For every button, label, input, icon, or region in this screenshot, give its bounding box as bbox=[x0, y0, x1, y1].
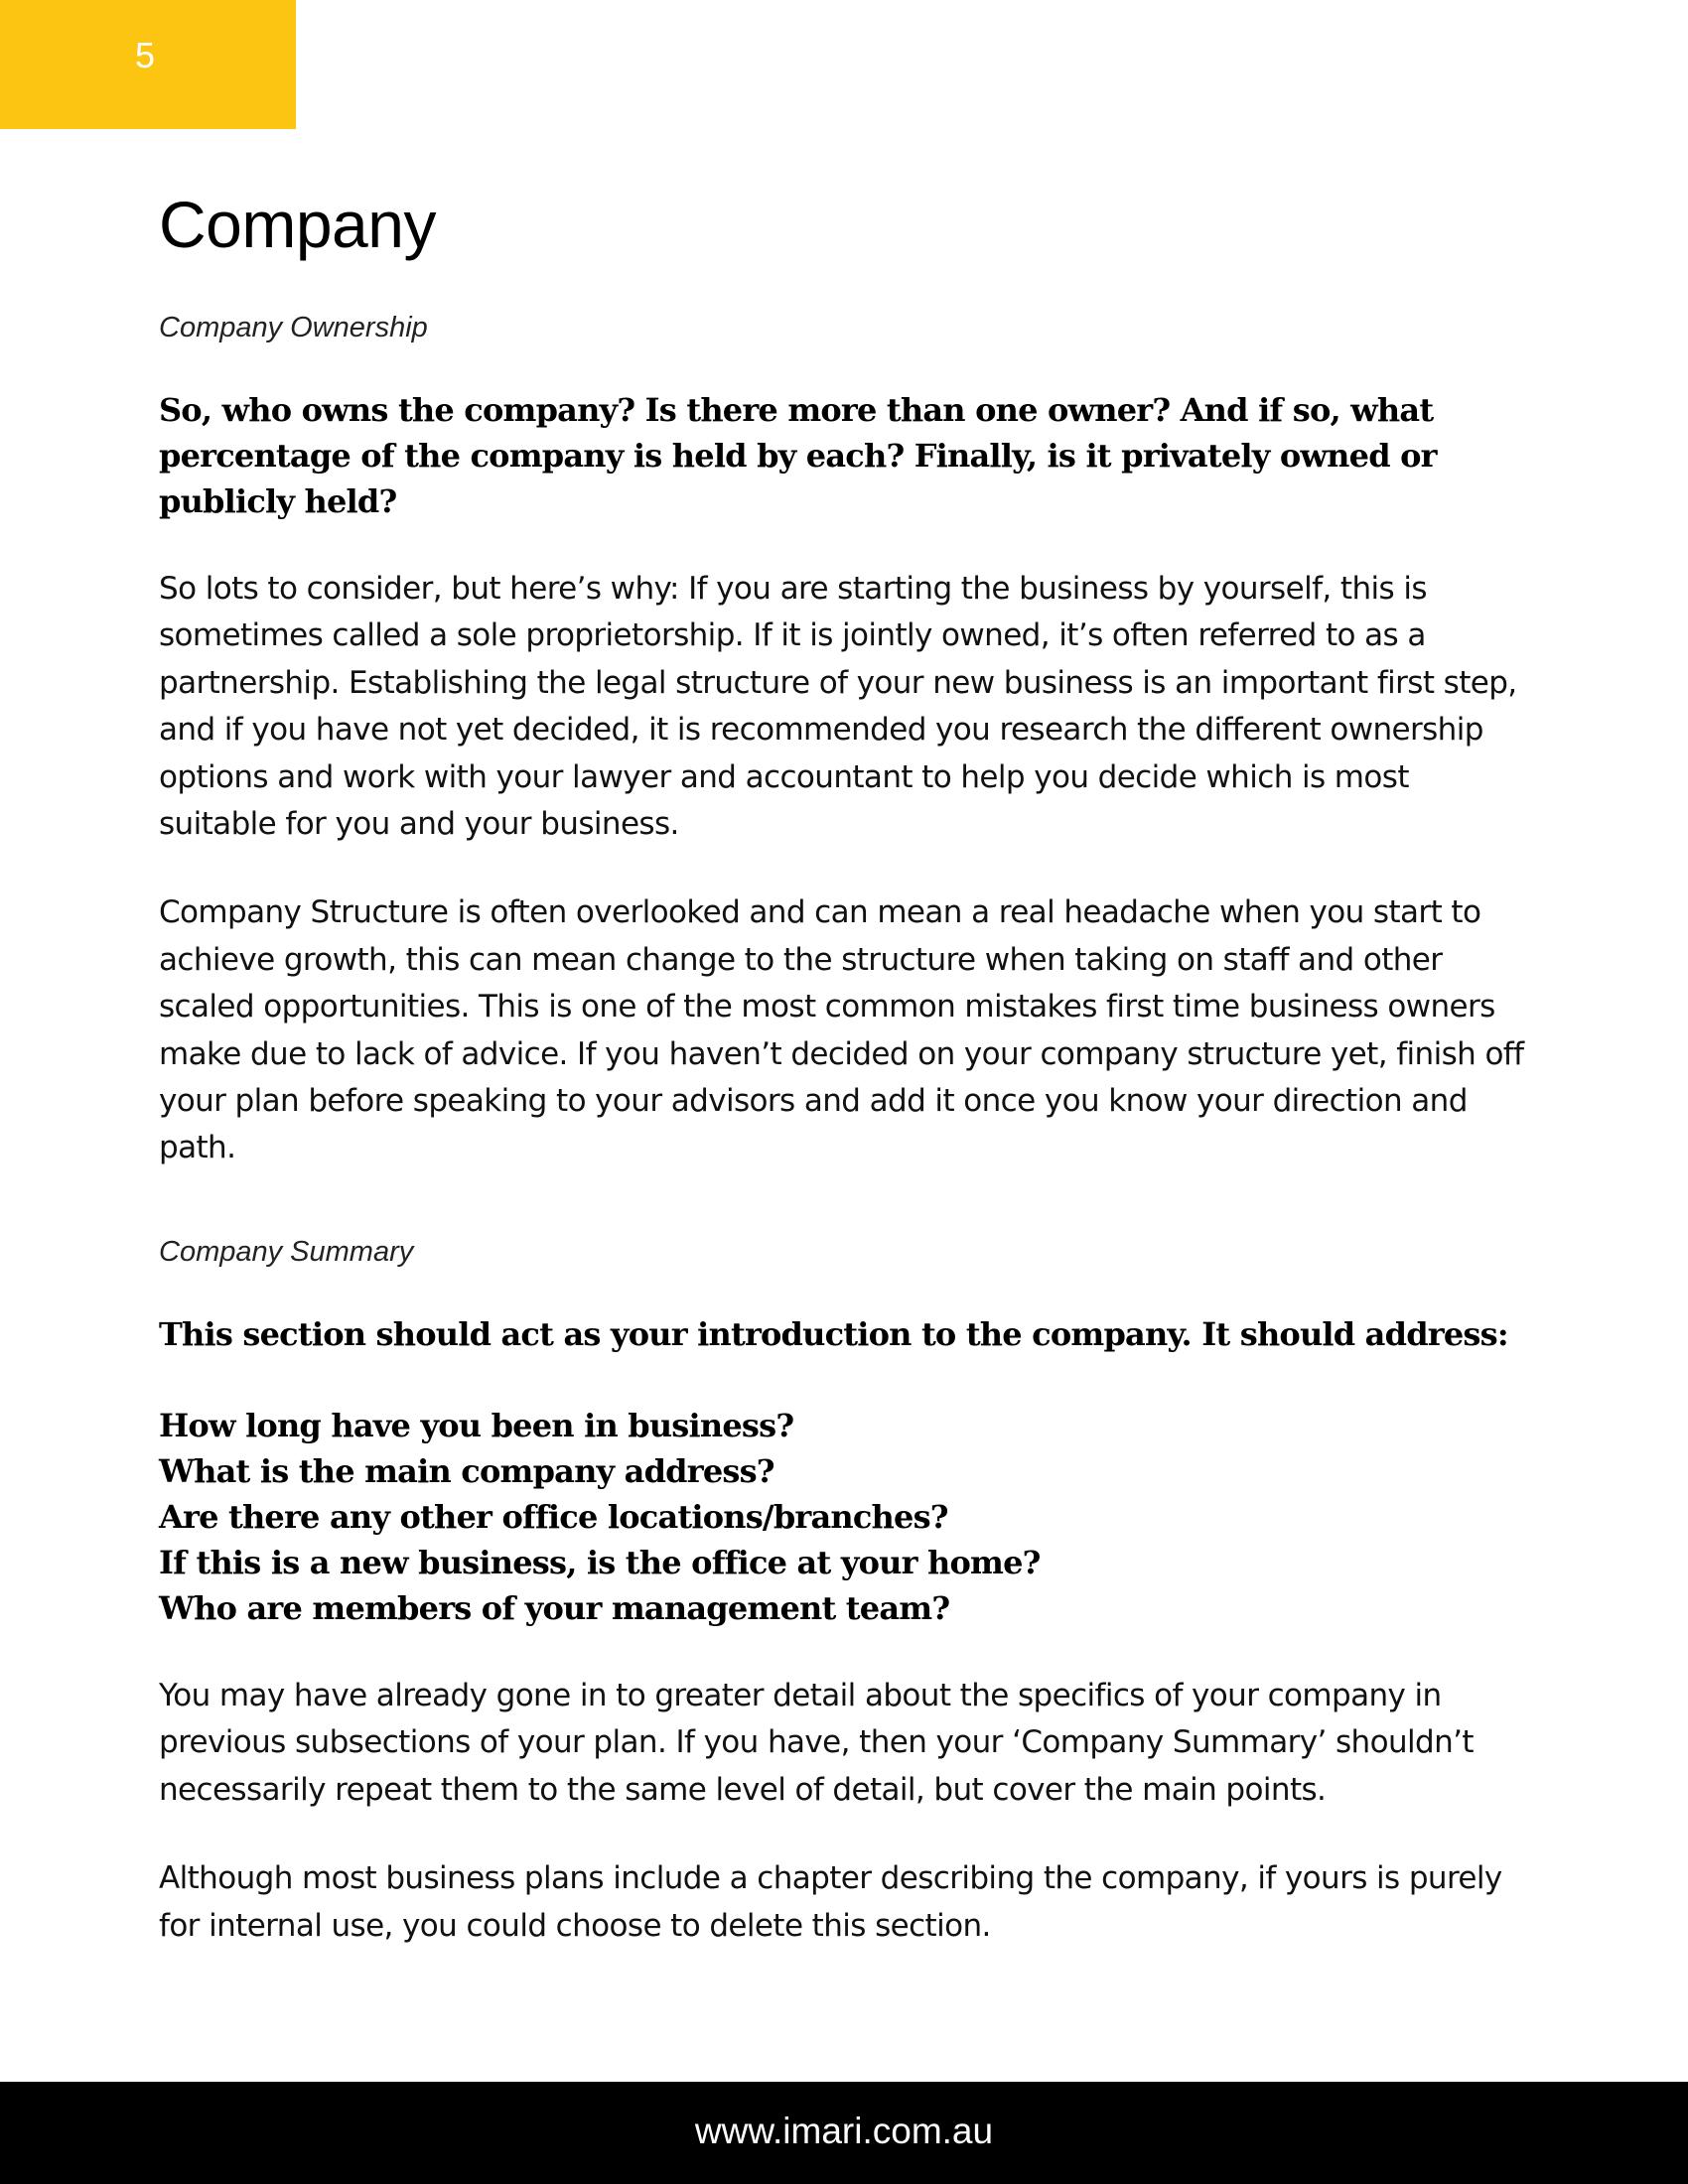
section-lead: So, who owns the company? Is there more than one owner? And if so, what percentage of the company is held by each? Finally, is it privately owned or publicly held? bbox=[159, 391, 1437, 520]
section-subheading: Company Ownership bbox=[159, 312, 428, 343]
page-content bbox=[159, 189, 1529, 1950]
section-subheading: Company Summary bbox=[159, 1235, 414, 1268]
body-paragraph: You may have already gone in to greater detail about the specifics of your company in previous subsections of your plan. If you have, then your ‘Company Summary’ shouldn’t necessarily repeat them to the same level of detail, but cover the main points. bbox=[159, 1677, 1474, 1808]
list-item: What is the main company address? bbox=[159, 1451, 774, 1490]
company-ownership-section bbox=[159, 310, 1529, 1172]
body-paragraph: So lots to consider, but here’s why: If you are starting the business by yourself, this is sometimes called a sole proprietorship. If it is jointly owned, it’s often referred to as a partnership. Establishing the legal structure of your new business is an important first step, and if you have not yet decided, it is recommended you research the different ownership options and work with your lawyer and accountant to help you decide which is most suitable for you and your business. bbox=[159, 571, 1517, 843]
body-paragraph: Although most business plans include a chapter describing the company, if yours is purely for internal use, you could choose to delete this section. bbox=[159, 1860, 1502, 1944]
page-number: 5 bbox=[135, 35, 156, 75]
question-list bbox=[159, 1403, 1529, 1631]
page-title: Company bbox=[159, 188, 436, 261]
list-item: Who are members of your management team? bbox=[159, 1588, 950, 1627]
section-lead: This section should act as your introduction to the company. It should address: bbox=[159, 1314, 1508, 1353]
footer-website-link[interactable]: www.imari.com.au bbox=[694, 2111, 994, 2151]
body-paragraph: Company Structure is often overlooked and can mean a real headache when you start to achieve growth, this can mean change to the structure when taking on staff and other scaled opportunities. This is one of the most common mistakes first time business owners make due to lack of advice. If you haven’t decided on your company structure yet, finish off your plan before speaking to your advisors and add it once you know your direction and path. bbox=[159, 894, 1524, 1166]
page-footer bbox=[0, 2082, 1688, 2184]
list-item: Are there any other office locations/branches? bbox=[159, 1497, 948, 1536]
company-summary-section bbox=[159, 1234, 1529, 1950]
list-item: If this is a new business, is the office at your home? bbox=[159, 1543, 1041, 1581]
page-number-tab bbox=[0, 0, 296, 129]
list-item: How long have you been in business? bbox=[159, 1406, 794, 1444]
